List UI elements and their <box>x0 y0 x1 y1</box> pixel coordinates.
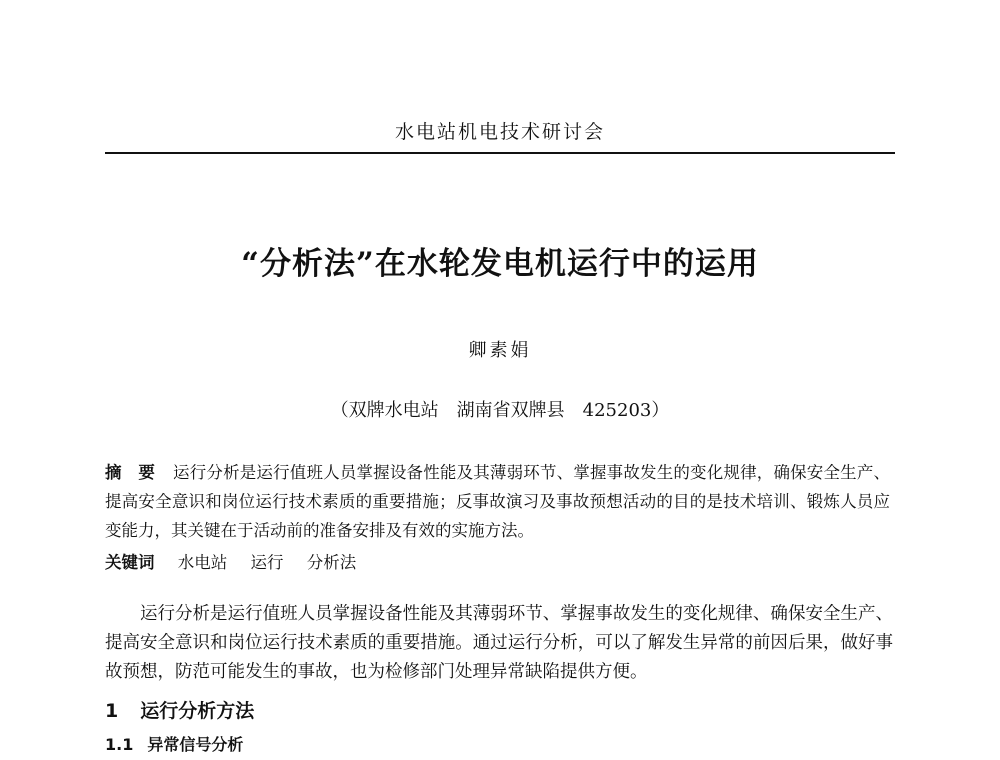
header-rule <box>105 152 895 154</box>
body-paragraph: 运行分析是运行值班人员掌握设备性能及其薄弱环节、掌握事故发生的变化规律、确保安全生产、提高安全意识和岗位运行技术素质的重要措施。通过运行分析，可以了解发生异常的前因后果，做好事故预想，防范可能发生的事故，也为检修部门处理异常缺陷提供方便。 <box>105 604 893 682</box>
section-title: 运行分析方法 <box>140 700 255 722</box>
subsection-number: 1.1 <box>105 735 134 754</box>
section-heading <box>105 696 254 723</box>
keyword-item: 水电站 <box>177 553 228 572</box>
author-name: 卿素娟 <box>468 340 532 361</box>
author-affiliation: （双牌水电站 湖南省双牌县 425203） <box>330 400 670 421</box>
keyword-item: 运行 <box>250 553 284 572</box>
abstract-text: 运行分析是运行值班人员掌握设备性能及其薄弱环节、掌握事故发生的变化规律，确保安全生产、提高安全意识和岗位运行技术素质的重要措施；反事故演习及事故预想活动的目的是技术培训、锻炼人员应变能力，其关键在于活动前的准备安排及有效的实施方法。 <box>105 463 891 540</box>
keywords <box>105 549 890 573</box>
section-number: 1 <box>105 700 119 722</box>
keywords-label: 关键词 <box>105 553 155 572</box>
running-header: 水电站机电技术研讨会 <box>394 121 605 143</box>
paper-title: “分析法”在水轮发电机运行中的运用 <box>241 246 759 282</box>
abstract <box>105 458 890 545</box>
subsection-title: 异常信号分析 <box>147 735 244 754</box>
subsection-heading <box>105 732 243 755</box>
keyword-item: 分析法 <box>306 553 357 572</box>
abstract-label: 摘 要 <box>105 463 156 482</box>
